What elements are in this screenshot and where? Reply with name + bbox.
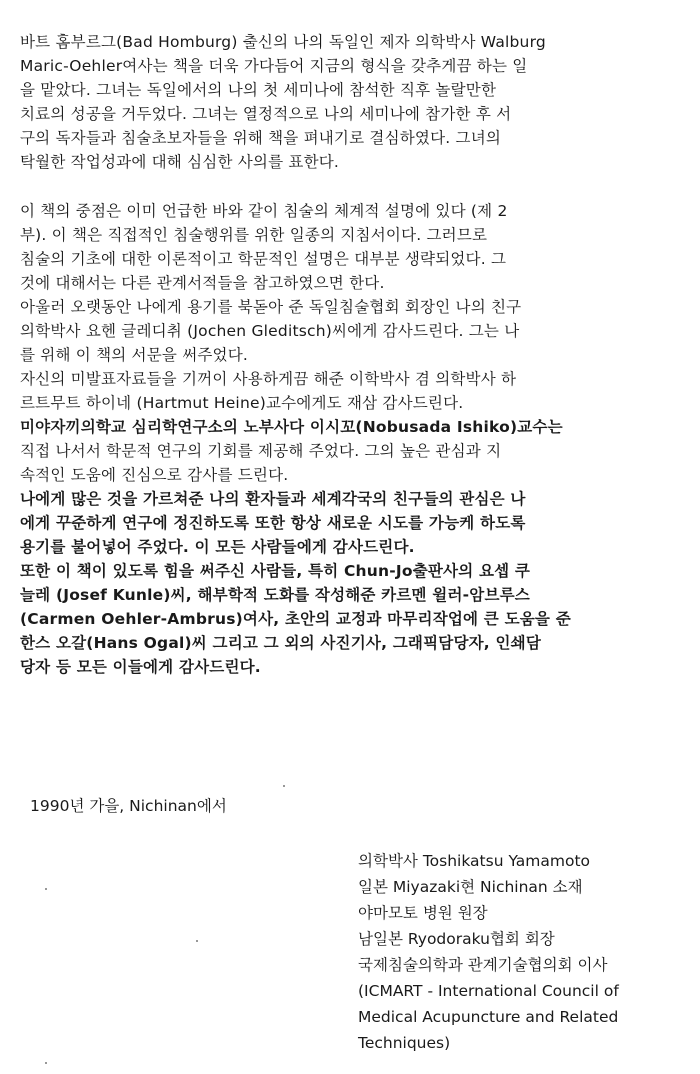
text-line: 또한 이 책이 있도록 힘을 써주신 사람들, 특히 Chun-Jo출판사의 요셉 쿠 [20,562,531,580]
text-line: 자신의 미발표자료들을 기꺼이 사용하게끔 해준 이학박사 겸 의학박사 하 [20,370,517,388]
text-line: 용기를 불어넣어 주었다. 이 모든 사람들에게 감사드린다. [20,538,415,556]
text-line: 바트 홈부르그(Bad Homburg) 출신의 나의 독일인 제자 의학박사 Walburg [20,33,546,51]
text-line: 아울러 오랫동안 나에게 용기를 북돋아 준 독일침술협회 회장인 나의 친구 [20,298,522,316]
text-line: 당자 등 모든 이들에게 감사드린다. [20,658,261,676]
text-line: Maric-Oehler여사는 책을 더욱 가다듬어 지금의 형식을 갖추게끔 하는 일 [20,57,528,75]
text-line: 르트무트 하이네 (Hartmut Heine)교수에게도 재삼 감사드린다. [20,394,464,412]
text-line: (Carmen Oehler-Ambrus)여사, 초안의 교정과 마무리작업에 큰 도움을 준 [20,610,571,628]
text-line: 부). 이 책은 직접적인 침술행위를 위한 일종의 지침서이다. 그러므로 [20,226,488,244]
signature-block [358,848,619,1056]
text-line: 구의 독자들과 침술초보자들을 위해 책을 펴내기로 결심하였다. 그녀의 [20,129,502,147]
signature-line: Techniques) [358,1034,451,1052]
text-line: 탁월한 작업성과에 대해 심심한 사의를 표한다. [20,153,340,171]
signature-line: Medical Acupuncture and Related [358,1008,619,1026]
date-place-line: 1990년 가을, Nichinan에서 [30,797,227,815]
signature-line: 남일본 Ryodoraku협회 회장 [358,930,555,948]
scan-speck [283,785,285,787]
text-line: 속적인 도움에 진심으로 감사를 드린다. [20,466,289,484]
scan-speck [196,940,198,942]
text-line: 나에게 많은 것을 가르쳐준 나의 환자들과 세계각국의 친구들의 관심은 나 [20,490,526,508]
text-line: 침술의 기초에 대한 이론적이고 학문적인 설명은 대부분 생략되었다. 그 [20,250,507,268]
scan-speck [45,888,47,890]
paragraph-gap [20,174,684,199]
text-line: 이 책의 중점은 이미 언급한 바와 같이 침술의 체계적 설명에 있다 (제 2 [20,202,508,220]
text-line: 것에 대해서는 다른 관계서적들을 참고하였으면 한다. [20,274,385,292]
paragraph-book-focus-and-thanks [20,199,684,679]
paragraph-acknowledgement-maric-oehler [20,30,684,174]
signature-line: (ICMART - International Council of [358,982,619,1000]
text-line: 의학박사 요헨 글레디취 (Jochen Gleditsch)씨에게 감사드린다. 그는 나 [20,322,520,340]
signature-line: 의학박사 Toshikatsu Yamamoto [358,852,591,870]
signature-line: 야마모토 병원 원장 [358,904,488,922]
text-line: 미야자끼의학교 심리학연구소의 노부사다 이시꼬(Nobusada Ishiko)교수는 [20,418,563,436]
text-line: 한스 오갈(Hans Ogal)씨 그리고 그 외의 사진기사, 그래픽담당자, 인쇄담 [20,634,542,652]
text-line: 를 위해 이 책의 서문을 써주었다. [20,346,249,364]
text-line: 직접 나서서 학문적 연구의 기회를 제공해 주었다. 그의 높은 관심과 지 [20,442,502,460]
text-line: 에게 꾸준하게 연구에 정진하도록 또한 항상 새로운 시도를 가능케 하도록 [20,514,526,532]
scan-speck [45,1062,47,1064]
text-line: 치료의 성공을 거두었다. 그녀는 열정적으로 나의 세미나에 참가한 후 서 [20,105,512,123]
text-line: 늘레 (Josef Kunle)씨, 해부학적 도화를 작성해준 카르멘 윌러-암브루스 [20,586,530,604]
text-line: 을 맡았다. 그녀는 독일에서의 나의 첫 세미나에 참석한 직후 놀랄만한 [20,81,497,99]
body-text [20,30,684,679]
signature-line: 국제침술의학과 관계기술협의회 이사 [358,956,608,974]
signature-line: 일본 Miyazaki현 Nichinan 소재 [358,878,583,896]
